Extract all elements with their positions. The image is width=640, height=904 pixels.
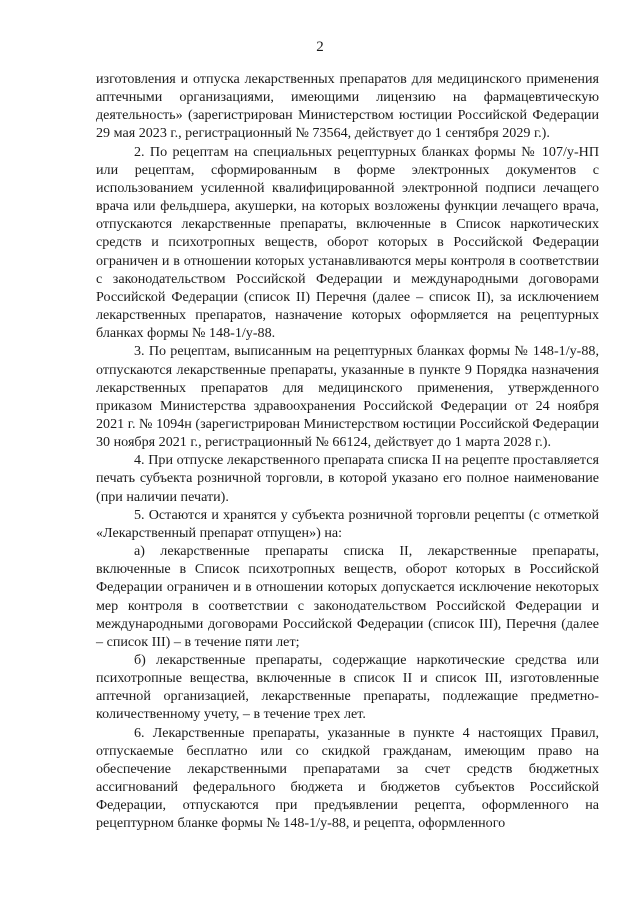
paragraph-item-5: 5. Остаются и хранятся у субъекта розничной торговли рецепты (с отметкой «Лекарственный препарат отпущен») на: xyxy=(96,506,599,541)
paragraph-item-5b: б) лекарственные препараты, содержащие наркотические средства или психотропные вещества, включенные в список II и список III, изготовленные аптечной организацией, лекарственные препараты, подлежащие предметно-количественному учету, – в течение трех лет. xyxy=(96,652,599,723)
paragraph-item-3: 3. По рецептам, выписанным на рецептурных бланках формы № 148-1/у-88, отпускаются лекарственные препараты, указанные в пункте 9 Порядка назначения лекарственных препаратов для медицинского применения, утвержденного приказом Министерства здравоохранения Российской Федерации от 24 ноября 2021 г. № 1094н (зарегистрирован Министерством юстиции Российской Федерации 30 ноября 2021 г., регистрационный № 66124, действует до 1 марта 2028 г.). xyxy=(96,343,599,451)
paragraph-continuation: изготовления и отпуска лекарственных препаратов для медицинского применения аптечными организациями, имеющими лицензию на фармацевтическую деятельность» (зарегистрирован Министерством юстиции Российской Федерации 29 мая 2023 г., регистрационный № 73564, действует до 1 сентября 2029 г.). xyxy=(96,71,599,142)
page-number: 2 xyxy=(316,39,324,55)
paragraph-item-4: 4. При отпуске лекарственного препарата списка II на рецепте проставляется печать субъекта розничной торговли, в которой указано его полное наименование (при наличии печати). xyxy=(96,452,599,505)
paragraph-item-2: 2. По рецептам на специальных рецептурных бланках формы № 107/у-НП или рецептам, сформированным в форме электронных документов с использованием усиленной квалифицированной электронной подписи лечащего врача или фельдшера, акушерки, на которых возложены функции лечащего врача, отпускаются лекарственные препараты, включенные в Список наркотических средств и психотропных веществ, оборот которых в Российской Федерации ограничен и в отношении которых устанавливаются меры контроля в соответствии с законодательством Российской Федерации и международными договорами Российской Федерации (список II) Перечня (далее – список II), за исключением лекарственных препаратов, назначение которых оформляется на рецептурных бланках формы № 148-1/у-88. xyxy=(96,143,599,342)
document-body xyxy=(96,70,599,833)
paragraph-item-5a: а) лекарственные препараты списка II, лекарственные препараты, включенные в Список психотропных веществ, оборот которых в Российской Федерации ограничен и в отношении которых допускается исключение некоторых мер контроля в соответствии с законодательством Российской Федерации и международными договорами Российской Федерации (список III), Перечня (далее – список III) – в течение пяти лет; xyxy=(96,543,599,650)
paragraph-item-6: 6. Лекарственные препараты, указанные в пункте 4 настоящих Правил, отпускаемые бесплатно или со скидкой гражданам, имеющим право на обеспечение лекарственными препаратами за счет средств бюджетных ассигнований федерального бюджета и бюджетов субъектов Российской Федерации, отпускаются при предъявлении рецепта, оформленного на рецептурном бланке формы № 148-1/у-88, и рецепта, оформленного xyxy=(96,724,599,832)
